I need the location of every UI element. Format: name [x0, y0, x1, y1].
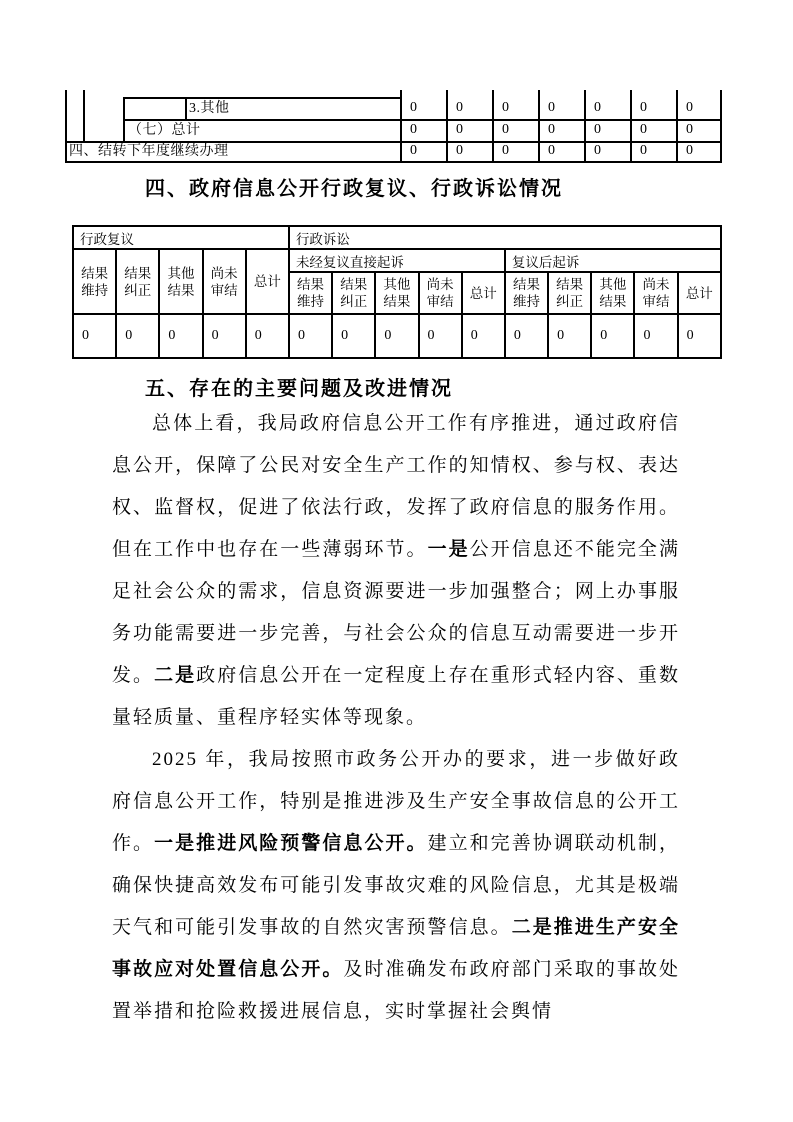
column-header-label: 结果纠正 [340, 277, 368, 310]
table-border-line [83, 90, 85, 143]
paragraph-overview [112, 403, 680, 739]
column-header-label: 结果维持 [512, 277, 540, 310]
value-cell: 0 [640, 100, 647, 115]
value-cell: 0 [502, 143, 509, 158]
row-label-total: （七）总计 [128, 123, 201, 138]
column-header [159, 249, 202, 314]
row-label-other: 3.其他 [189, 101, 230, 116]
value-cell: 0 [594, 143, 601, 158]
value-cell: 0 [456, 122, 463, 137]
group-header-review: 行政复议 [73, 226, 289, 249]
column-header [634, 272, 677, 314]
value-cell: 0 [640, 143, 647, 158]
value-cell: 0 [678, 314, 721, 358]
column-header [462, 272, 505, 314]
value-cell: 0 [686, 143, 693, 158]
body-text [112, 403, 680, 1033]
value-cell: 0 [203, 314, 246, 358]
value-cell: 0 [410, 143, 417, 158]
column-header-label: 其他结果 [383, 277, 411, 310]
emphasis-text: 一是 [427, 539, 470, 560]
subgroup-header-post-review-suit: 复议后起诉 [505, 249, 721, 272]
column-header [73, 249, 116, 314]
column-header-label: 其他结果 [599, 277, 627, 310]
value-cell: 0 [505, 314, 548, 358]
value-cell: 0 [502, 122, 509, 137]
value-cell: 0 [332, 314, 375, 358]
column-header [332, 272, 375, 314]
value-cell: 0 [159, 314, 202, 358]
column-header-label: 尚未审结 [426, 277, 454, 310]
value-cell: 0 [594, 100, 601, 115]
group-header-row [73, 226, 721, 249]
column-header-label: 总计 [685, 285, 713, 301]
column-header [116, 249, 159, 314]
value-cell: 0 [548, 100, 555, 115]
column-header-label: 总计 [469, 285, 497, 301]
column-header-label: 总计 [253, 274, 281, 289]
body-text-run: 2025 年，我局按照市政务公开办的要求，进一步做好政府信息公开工作，特别是推进涉及生产安全事故信息的公开工作。 [112, 749, 680, 854]
value-row [400, 141, 722, 161]
column-header [246, 249, 289, 314]
column-header [419, 272, 462, 314]
value-cell: 0 [686, 122, 693, 137]
value-cell: 0 [289, 314, 332, 358]
column-header [678, 272, 721, 314]
paragraph-plan [112, 739, 680, 1033]
value-row [400, 119, 722, 141]
body-text-run: 总体上看，我局政府信息公开工作有序推进，通过政府信息公开，保障了公民对安全生产工作的知情权、参与权、表达权、监督权，促进了依法行政，发挥了政府信息的服务作用。但在工作中也存在一些薄弱环节。 [112, 413, 680, 560]
row-label-carryover: 四、结转下年度继续办理 [69, 144, 229, 159]
value-row [400, 97, 722, 119]
emphasis-text: 二是推进生产安全事故应对处置信息公开。 [112, 917, 680, 980]
value-cell: 0 [456, 100, 463, 115]
table-border-line [185, 97, 187, 121]
column-header-label: 结果维持 [81, 265, 109, 298]
value-cell: 0 [594, 122, 601, 137]
column-header [289, 272, 332, 314]
body-text-run: 政府信息公开在一定程度上存在重形式轻内容、重数量轻质量、重程序轻实体等现象。 [112, 665, 680, 728]
group-header-litigation: 行政诉讼 [289, 226, 721, 249]
value-cell: 0 [375, 314, 418, 358]
value-cell: 0 [640, 122, 647, 137]
column-header-label: 其他结果 [167, 265, 195, 298]
value-cell: 0 [73, 314, 116, 358]
column-header [505, 272, 548, 314]
value-cell: 0 [591, 314, 634, 358]
column-header [203, 249, 246, 314]
value-cell: 0 [116, 314, 159, 358]
data-row [73, 314, 721, 358]
value-cell: 0 [686, 100, 693, 115]
section-heading-problems: 五、存在的主要问题及改进情况 [145, 378, 453, 400]
column-header-label: 结果纠正 [124, 265, 152, 298]
column-header [548, 272, 591, 314]
table-border-line [65, 90, 67, 163]
value-cell: 0 [548, 143, 555, 158]
subgroup-header-direct-suit: 未经复议直接起诉 [289, 249, 505, 272]
value-cell: 0 [410, 100, 417, 115]
value-cell: 0 [462, 314, 505, 358]
body-text-run: 建立和完善协调联动机制，确保快捷高效发布可能引发事故灾难的风险信息，尤其是极端天气和可能引发事故的自然灾害预警信息。 [112, 833, 680, 938]
column-header-label: 尚未审结 [210, 265, 238, 298]
value-cell: 0 [548, 314, 591, 358]
column-header-label: 尚未审结 [642, 277, 670, 310]
body-text-run: 及时准确发布政府部门采取的事故处置举措和抢险救援进展信息，实时掌握社会舆情 [112, 959, 680, 1022]
subgroup-header-row [73, 249, 721, 272]
litigation-table [72, 225, 722, 359]
column-header-label: 结果维持 [297, 277, 325, 310]
column-header [591, 272, 634, 314]
value-cell: 0 [419, 314, 462, 358]
body-text-run: 公开信息还不能完全满足社会公众的需求，信息资源要进一步加强整合；网上办事服务功能需要进一步完善，与社会公众的信息互动需要进一步开发。 [112, 539, 680, 686]
carryover-table [65, 90, 722, 163]
value-cell: 0 [548, 122, 555, 137]
value-cell: 0 [456, 143, 463, 158]
value-cell: 0 [502, 100, 509, 115]
value-cell: 0 [410, 122, 417, 137]
value-cell: 0 [246, 314, 289, 358]
value-cell: 0 [634, 314, 677, 358]
emphasis-text: 一是推进风险预警信息公开。 [154, 833, 428, 854]
table-border-line [123, 97, 402, 99]
section-heading-review-litigation: 四、政府信息公开行政复议、行政诉讼情况 [145, 178, 563, 200]
litigation-table-grid [72, 225, 722, 359]
emphasis-text: 二是 [154, 665, 197, 686]
column-header-label: 结果纠正 [556, 277, 584, 310]
column-header [375, 272, 418, 314]
